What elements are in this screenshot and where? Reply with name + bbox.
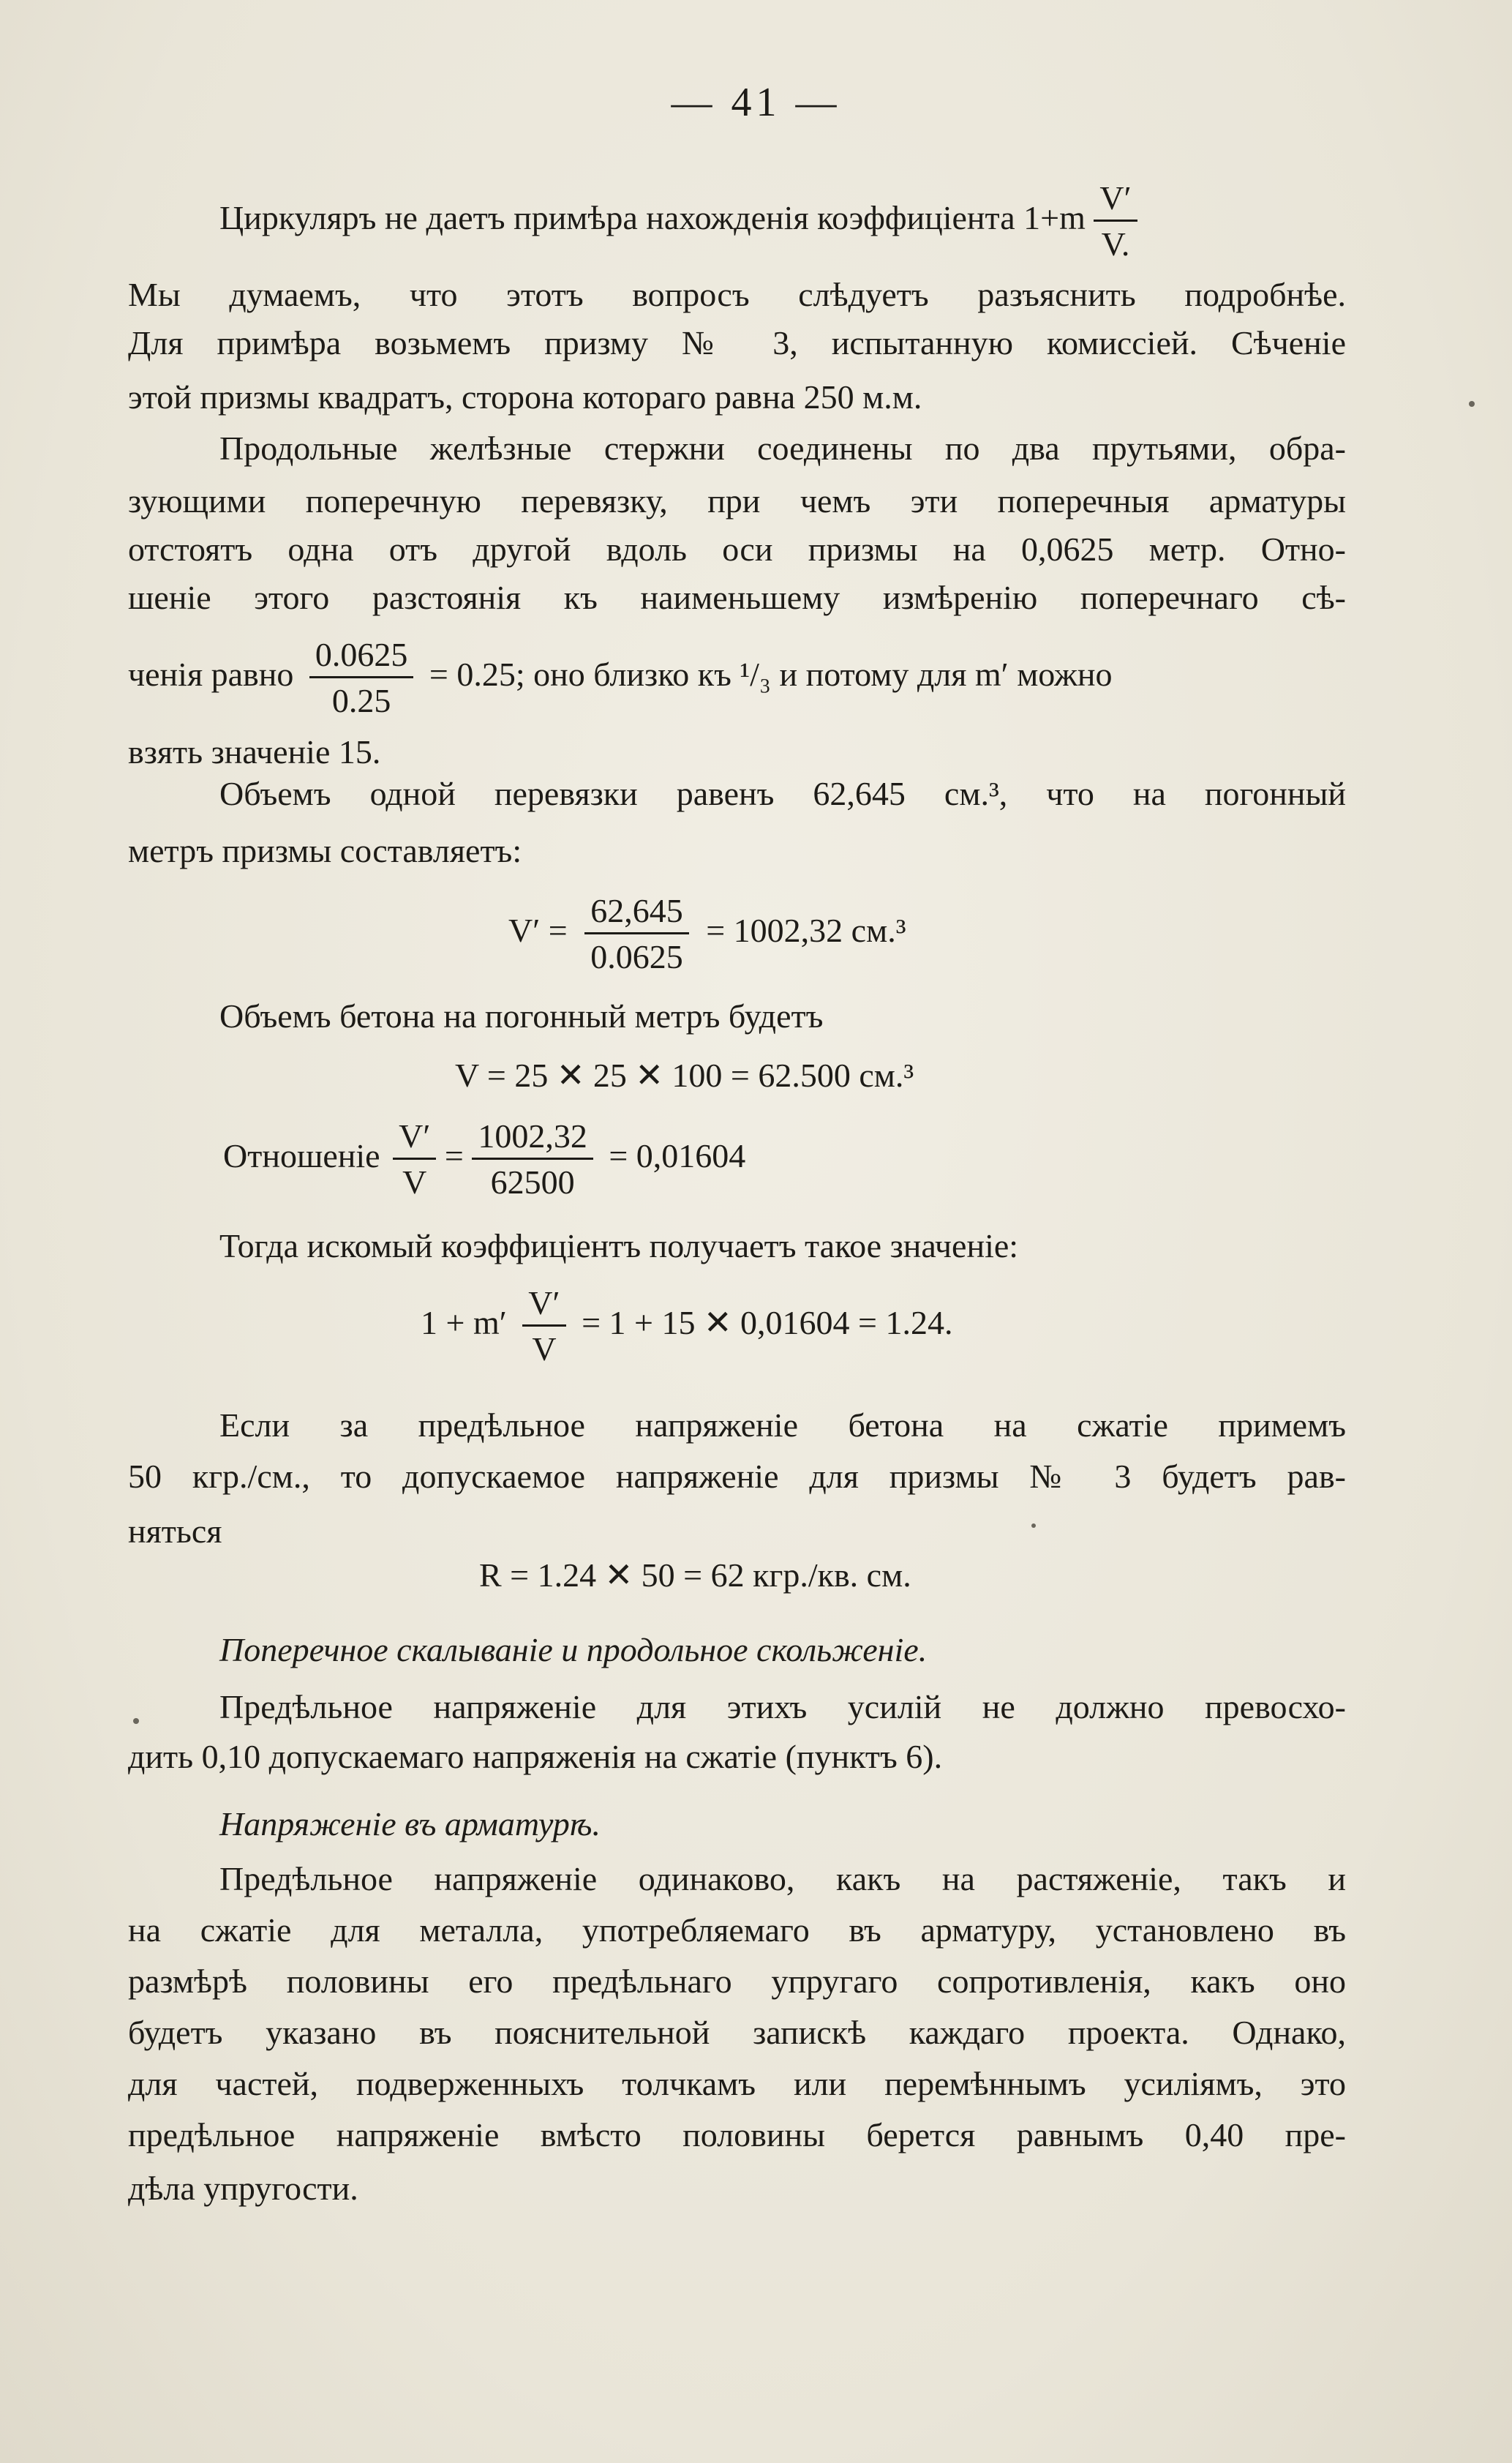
paragraph-line: Объемъ одной перевязки равенъ 62,645 см.³, что на погонный bbox=[219, 775, 1346, 812]
fraction-numerator: 0.0625 bbox=[309, 638, 414, 678]
text-span: ченія равно bbox=[128, 656, 294, 694]
fraction-numerator: 1002,32 bbox=[472, 1120, 593, 1160]
equation-coefficient bbox=[421, 1286, 952, 1366]
paragraph-line: дить 0,10 допускаемаго напряженія на сжатіе (пунктъ 6). bbox=[128, 1738, 943, 1775]
paragraph-line: для частей, подверженныхъ толчкамъ или перемѣннымъ усиліямъ, это bbox=[128, 2065, 1346, 2102]
fraction-denominator: 0.0625 bbox=[590, 938, 683, 975]
fraction-numerator: V′ bbox=[393, 1120, 436, 1160]
fraction-denominator: V bbox=[532, 1330, 557, 1368]
equation-lhs: V′ = bbox=[508, 912, 568, 950]
paragraph-line: предѣльное напряженіе вмѣсто половины берется равнымъ 0,40 пре- bbox=[128, 2116, 1346, 2153]
paragraph-line bbox=[219, 181, 1137, 261]
paragraph-line: няться bbox=[128, 1512, 222, 1550]
paragraph-line: этой призмы квадратъ, сторона котораго равна 250 м.м. bbox=[128, 378, 922, 416]
paragraph-line: взять значеніе 15. bbox=[128, 733, 381, 771]
equation-rhs: = 1002,32 см.³ bbox=[706, 912, 906, 950]
fraction bbox=[584, 894, 689, 974]
text-span: Циркуляръ не даетъ примѣра нахожденія коэффиціента 1+m bbox=[219, 199, 1086, 237]
fraction bbox=[522, 1286, 565, 1366]
fraction-denominator: V bbox=[402, 1163, 427, 1201]
paragraph-line: дѣла упругости. bbox=[128, 2170, 358, 2207]
scan-speck bbox=[133, 1718, 139, 1724]
paragraph-line: Предѣльное напряженіе одинаково, какъ на растяженіе, такъ и bbox=[219, 1860, 1346, 1897]
fraction-numerator: 62,645 bbox=[584, 894, 689, 934]
scan-speck bbox=[1469, 401, 1475, 407]
equation-rhs: = 1 + 15 ✕ 0,01604 = 1.24. bbox=[582, 1304, 953, 1342]
paragraph-line: Объемъ бетона на погонный метръ будетъ bbox=[219, 997, 824, 1035]
fraction bbox=[393, 1117, 436, 1201]
paragraph-line: Для примѣра возьмемъ призму № 3, испытанную комиссіей. Сѣченіе bbox=[128, 324, 1346, 361]
scan-speck bbox=[1031, 1523, 1036, 1528]
equation-volume-per-meter bbox=[508, 894, 906, 974]
text-span: = 0.25; оно близко къ ¹/₃ и потому для m′ можно bbox=[429, 656, 1113, 694]
section-heading: Поперечное скалываніе и продольное скольженіе. bbox=[219, 1631, 928, 1668]
paragraph-line: 50 кгр./см., то допускаемое напряженіе для призмы № 3 будетъ рав- bbox=[128, 1458, 1346, 1495]
paragraph-line: размѣрѣ половины его предѣльнаго упругаго сопротивленія, какъ оно bbox=[128, 1962, 1346, 2000]
equation-label: Отношеніе bbox=[223, 1137, 380, 1175]
paragraph-line: зующими поперечную перевязку, при чемъ эти поперечныя арматуры bbox=[128, 482, 1346, 520]
fraction-denominator: 0.25 bbox=[331, 682, 391, 719]
paragraph-line: Предѣльное напряженіе для этихъ усилій не должно превосхо- bbox=[219, 1688, 1346, 1725]
equation-lhs: 1 + m′ bbox=[421, 1304, 507, 1342]
paragraph-line: отстоятъ одна отъ другой вдоль оси призмы на 0,0625 метр. Отно- bbox=[128, 531, 1346, 568]
paragraph-line: Продольные желѣзные стержни соединены по два прутьями, обра- bbox=[219, 430, 1346, 467]
fraction-denominator: 62500 bbox=[490, 1163, 575, 1201]
equation-eq-sign: = bbox=[444, 1137, 464, 1175]
equation-ratio bbox=[223, 1117, 746, 1201]
paragraph-line: шеніе этого разстоянія къ наименьшему измѣренію поперечнаго сѣ- bbox=[128, 579, 1346, 616]
fraction-numerator: V′ bbox=[1094, 181, 1137, 222]
paragraph-line: Если за предѣльное напряженіе бетона на сжатіе примемъ bbox=[219, 1406, 1346, 1444]
equation-concrete-volume: V = 25 ✕ 25 ✕ 100 = 62.500 см.³ bbox=[455, 1057, 914, 1094]
paragraph-line bbox=[128, 638, 1113, 718]
paragraph-line: Тогда искомый коэффиціентъ получаетъ такое значеніе: bbox=[219, 1227, 1019, 1264]
fraction-denominator: V. bbox=[1101, 225, 1130, 263]
paragraph-line: будетъ указано въ пояснительной запискѣ каждаго проекта. Однако, bbox=[128, 2014, 1346, 2051]
fraction bbox=[1094, 181, 1137, 261]
paragraph-line: на сжатіе для металла, употребляемаго въ арматуру, установлено въ bbox=[128, 1911, 1346, 1949]
paragraph-line: метръ призмы составляетъ: bbox=[128, 832, 522, 869]
page-number: — 41 — bbox=[671, 80, 841, 125]
fraction bbox=[309, 638, 414, 718]
fraction bbox=[472, 1117, 593, 1201]
equation-allowable-stress: R = 1.24 ✕ 50 = 62 кгр./кв. см. bbox=[479, 1556, 911, 1594]
section-heading: Напряженіе въ арматурѣ. bbox=[219, 1805, 601, 1842]
paragraph-line: Мы думаемъ, что этотъ вопросъ слѣдуетъ разъяснить подробнѣе. bbox=[128, 276, 1346, 313]
fraction-numerator: V′ bbox=[522, 1286, 565, 1327]
equation-rhs: = 0,01604 bbox=[609, 1137, 746, 1175]
